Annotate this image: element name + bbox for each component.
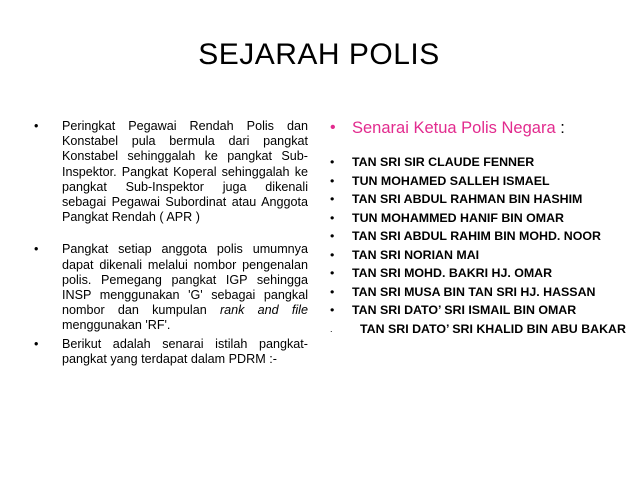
bullet-marker: • xyxy=(330,266,335,280)
list-item xyxy=(330,303,630,318)
list-item xyxy=(330,211,630,226)
left-bullet-1 xyxy=(34,119,308,225)
list-item-text: TAN SRI ABDUL RAHIM BIN MOHD. NOOR xyxy=(352,229,601,243)
left-bullet-3 xyxy=(34,337,308,367)
list-item xyxy=(330,248,630,263)
bullet-marker: • xyxy=(330,303,335,317)
left-paragraph-3: Berikut adalah senarai istilah pangkat-pangkat yang terdapat dalam PDRM :- xyxy=(62,336,308,366)
bullet-marker: • xyxy=(330,210,335,225)
left-paragraph-1: Peringkat Pegawai Rendah Polis dan Konstabel pula bermula dari pangkat Konstabel sehinggalah ke pangkat Sub-Inspektor. Pangkat Koperal sehinggalah ke pangkat Sub-Inspektor juga dikenali sebagai Pegawai Subordinat atau Anggota Pangkat Rendah ( APR ) xyxy=(62,119,308,225)
chief-list xyxy=(330,155,630,337)
right-heading-colon: : xyxy=(555,119,565,137)
list-item-text: TAN SRI NORIAN MAI xyxy=(352,247,480,262)
bullet-marker: • xyxy=(330,192,335,206)
bullet-marker: • xyxy=(330,119,336,136)
list-item-text: TAN SRI SIR CLAUDE FENNER xyxy=(352,155,535,169)
left-bullet-2 xyxy=(34,242,308,333)
list-item-text: TAN SRI MOHD. BAKRI HJ. OMAR xyxy=(352,266,553,280)
bullet-marker: • xyxy=(330,155,335,169)
bullet-marker: • xyxy=(330,247,335,262)
bullet-marker: • xyxy=(330,229,335,243)
list-item-text: TAN SRI DATO’ SRI KHALID BIN ABU BAKAR xyxy=(360,321,626,336)
right-column xyxy=(330,118,630,340)
left-paragraph-2b: menggunakan 'RF'. xyxy=(62,318,171,333)
list-item-text: TUN MOHAMED SALLEH ISMAEL xyxy=(352,173,550,188)
left-paragraph-2-italic: rank and file xyxy=(219,303,308,318)
small-marker: . xyxy=(330,323,333,334)
right-heading-text: Senarai Ketua Polis Negara xyxy=(352,119,556,137)
bullet-marker: • xyxy=(34,242,39,257)
list-item xyxy=(330,285,630,300)
slide-title: SEJARAH POLIS xyxy=(198,38,440,71)
list-item-text: TAN SRI MUSA BIN TAN SRI HJ. HASSAN xyxy=(352,284,596,299)
bullet-marker: • xyxy=(330,173,335,188)
right-heading xyxy=(330,118,630,138)
list-item xyxy=(330,155,630,170)
left-column xyxy=(34,119,308,367)
list-item-text: TUN MOHAMMED HANIF BIN OMAR xyxy=(352,210,564,225)
list-item xyxy=(330,322,630,337)
list-item xyxy=(330,229,630,244)
bullet-marker: • xyxy=(34,119,39,133)
list-item xyxy=(330,266,630,281)
left-paragraph-2a: Pangkat setiap anggota polis umumnya dapat dikenali melalui nombor pengenalan polis. Pemegang pangkat IGP sehingga INSP menggunakan 'G' sebagai pangkal nombor dan kumpulan xyxy=(62,242,308,318)
bullet-marker: • xyxy=(34,336,39,351)
list-item-text: TAN SRI DATO’ SRI ISMAIL BIN OMAR xyxy=(352,303,577,317)
list-item xyxy=(330,192,630,207)
list-item xyxy=(330,174,630,189)
list-item-text: TAN SRI ABDUL RAHMAN BIN HASHIM xyxy=(352,192,583,206)
bullet-marker: • xyxy=(330,284,335,299)
